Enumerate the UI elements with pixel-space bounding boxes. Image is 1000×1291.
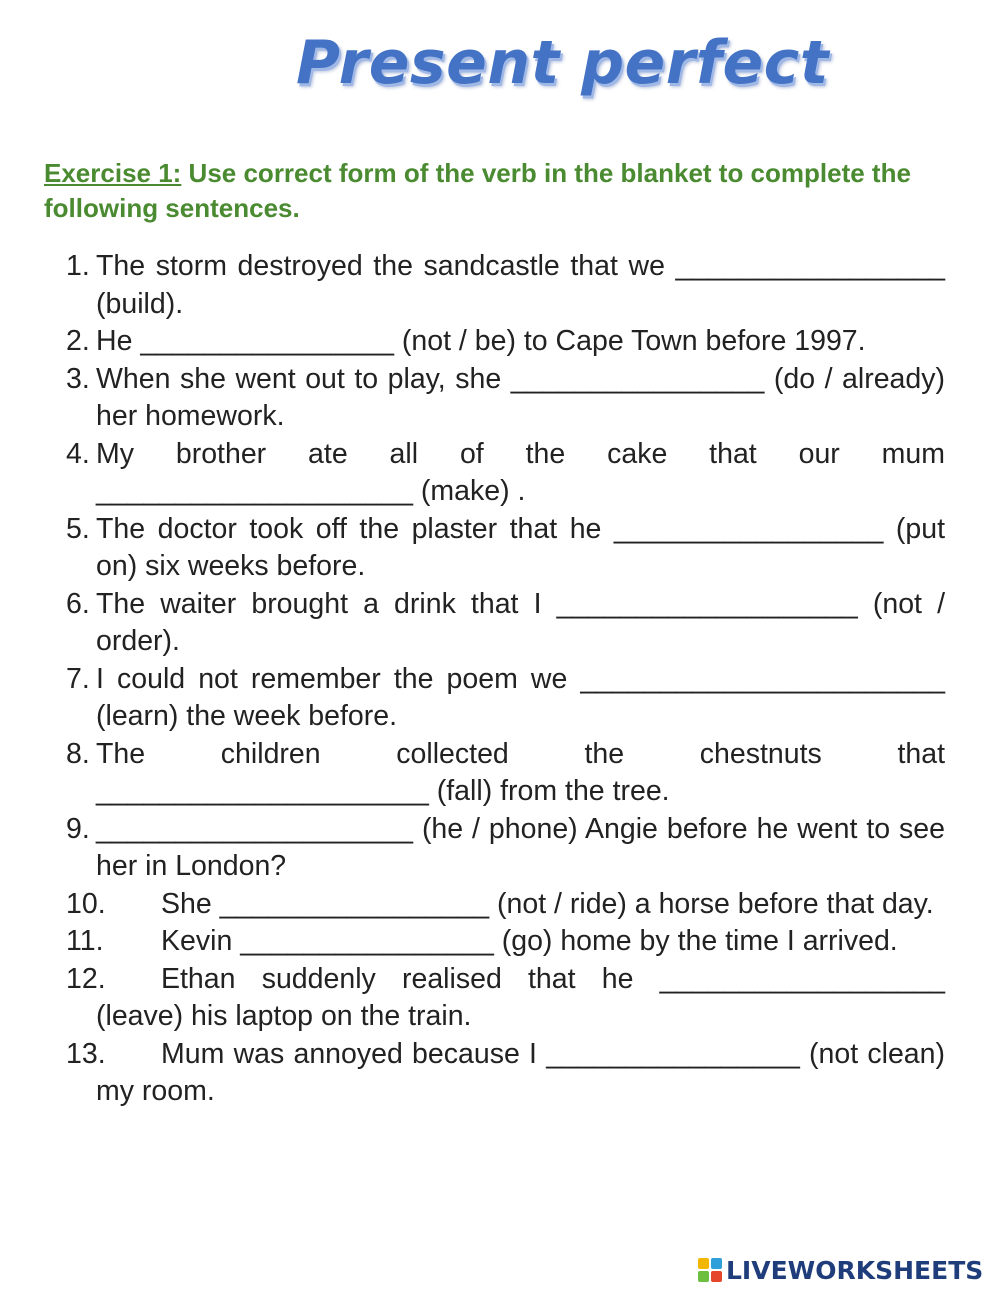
logo-square-3 <box>698 1271 709 1282</box>
item-number: 4. <box>66 437 90 470</box>
item-number: 12. <box>66 962 106 995</box>
item-text: The waiter brought a drink that I ___________________ (not / order). <box>96 587 945 657</box>
logo-square-1 <box>698 1258 709 1269</box>
item-text: Mum was annoyed because I ________________ (not clean) my room. <box>96 1037 945 1107</box>
logo-square-2 <box>711 1258 722 1269</box>
exercise-item-13 <box>66 1036 945 1111</box>
item-number: 1. <box>66 250 90 282</box>
item-text: I could not remember the poem we _______________________ (learn) the week before. <box>96 662 945 732</box>
exercise-label: Exercise 1: <box>44 158 182 188</box>
item-text: Ethan suddenly realised that he __________________ (leave) his laptop on the train. <box>96 962 945 1032</box>
item-number: 5. <box>66 512 90 545</box>
item-text: My brother ate all of the cake that our mum ____________________ (make) . <box>96 437 945 507</box>
item-number: 11. <box>66 925 104 957</box>
item-text: She _________________ (not / ride) a horse before that day. <box>161 887 934 920</box>
exercise-item-3 <box>66 361 945 436</box>
exercise-instruction <box>44 156 948 226</box>
liveworksheets-logo-icon <box>698 1258 722 1282</box>
exercise-item-5 <box>66 511 945 586</box>
exercise-instruction-text: Use correct form of the verb in the blanket to complete the following sentences. <box>44 158 911 223</box>
item-number: 7. <box>66 662 90 695</box>
item-text: The children collected the chestnuts that _____________________ (fall) from the tree. <box>96 737 945 807</box>
exercise-item-4 <box>66 436 945 511</box>
liveworksheets-logo <box>698 1255 983 1285</box>
item-number: 9. <box>66 812 90 845</box>
item-number: 13. <box>66 1037 106 1070</box>
exercise-item-12 <box>66 961 945 1036</box>
exercise-item-10 <box>66 886 945 924</box>
item-number: 6. <box>66 587 90 620</box>
exercise-item-2 <box>66 323 945 361</box>
exercise-item-1 <box>66 248 945 323</box>
item-text: When she went out to play, she ________________ (do / already) her homework. <box>96 362 945 432</box>
logo-square-4 <box>711 1271 722 1282</box>
exercise-item-9 <box>66 811 945 886</box>
page-title: Present perfect <box>296 28 829 98</box>
item-text: The doctor took off the plaster that he _________________ (put on) six weeks before. <box>96 512 945 582</box>
item-number: 3. <box>66 362 90 395</box>
exercise-item-11 <box>66 923 945 961</box>
item-number: 10. <box>66 887 106 920</box>
item-text: The storm destroyed the sandcastle that we _________________ (build). <box>96 250 945 320</box>
item-number: 2. <box>66 325 90 357</box>
item-number: 8. <box>66 737 90 770</box>
exercise-item-8 <box>66 736 945 811</box>
exercise-list <box>66 248 945 1111</box>
item-text: Kevin ________________ (go) home by the time I arrived. <box>161 925 898 957</box>
logo-text: LIVEWORKSHEETS <box>726 1255 984 1285</box>
exercise-item-6 <box>66 586 945 661</box>
exercise-item-7 <box>66 661 945 736</box>
item-text: ____________________ (he / phone) Angie before he went to see her in London? <box>96 812 945 882</box>
item-text: He ________________ (not / be) to Cape Town before 1997. <box>96 325 866 357</box>
